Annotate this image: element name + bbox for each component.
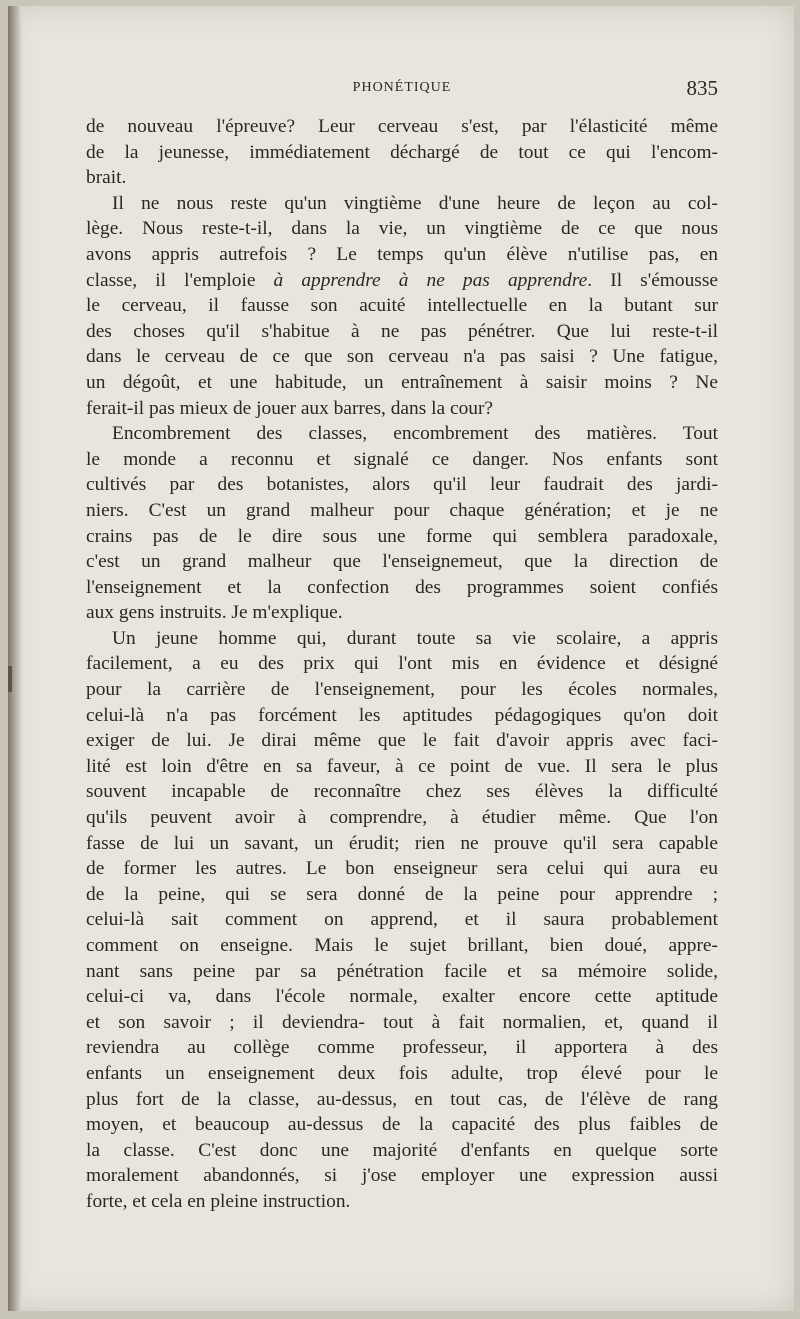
text-line: avons appris autrefois ? Le temps qu'un élève n'utilise pas, en	[86, 243, 718, 265]
text-line: niers. C'est un grand malheur pour chaque génération; et je ne	[86, 499, 718, 521]
body-text	[86, 114, 718, 1215]
text-line: brait.	[86, 167, 127, 189]
text-segment: . Il s'émousse	[587, 269, 718, 291]
text-line: forte, et cela en pleine instruction.	[86, 1190, 351, 1212]
text-line: lité est loin d'être en sa faveur, à ce point de vue. Il sera le plus	[86, 755, 718, 777]
text-line: la classe. C'est donc une majorité d'enfants en quelque sorte	[86, 1139, 718, 1161]
page-number: 835	[686, 76, 718, 100]
text-line: comment on enseigne. Mais le sujet brillant, bien doué, appre-	[86, 935, 718, 956]
text-line: facilement, a eu des prix qui l'ont mis en évidence et désigné	[86, 653, 718, 675]
page-header	[86, 76, 718, 100]
text-line: Encombrement des classes, encombrement des matières. Tout	[112, 423, 718, 445]
text-line: crains pas de le dire sous une forme qui semblera paradoxale,	[86, 525, 718, 547]
text-line: c'est un grand malheur que l'enseignemeut, que la direction de	[86, 551, 718, 573]
text-line: qu'ils peuvent avoir à comprendre, à étudier même. Que l'on	[86, 807, 718, 829]
text-line: des choses qu'il s'habitue à ne pas pénétrer. Que lui reste-t-il	[86, 320, 718, 342]
text-line: de former les autres. Le bon enseigneur sera celui qui aura eu	[86, 858, 718, 880]
text-line: nant sans peine par sa pénétration facile et sa mémoire solide,	[86, 960, 718, 982]
text-line: moralement abandonnés, si j'ose employer une expression aussi	[86, 1165, 718, 1187]
text-line: celui-là sait comment on apprend, et il saura probablement	[86, 909, 718, 931]
margin-mark	[8, 666, 12, 692]
text-line: exiger de lui. Je dirai même que le fait d'avoir appris avec faci-	[86, 730, 718, 752]
page-binding-shadow	[8, 6, 22, 1311]
running-title: PHONÉTIQUE	[352, 80, 452, 95]
book-page	[8, 6, 794, 1311]
text-line: enfants un enseignement deux fois adulte, trop élevé pour le	[86, 1062, 718, 1084]
text-line: Il ne nous reste qu'un vingtième d'une heure de leçon au col-	[112, 192, 718, 214]
text-line: cultivés par des botanistes, alors qu'il leur faudrait des jardi-	[86, 474, 718, 496]
text-line: fasse de lui un savant, un érudit; rien ne prouve qu'il sera capable	[86, 832, 718, 854]
text-line: plus fort de la classe, au-dessus, en tout cas, de l'élève de rang	[86, 1088, 718, 1110]
text-line: celui-ci va, dans l'école normale, exalter encore cette aptitude	[86, 986, 718, 1008]
text-line: pour la carrière de l'enseignement, pour les écoles normales,	[86, 679, 718, 701]
text-line: ferait-il pas mieux de jouer aux barres, dans la cour?	[86, 397, 494, 419]
text-line: celui-là n'a pas forcément les aptitudes pédagogiques qu'on doit	[86, 704, 718, 726]
text-line: le monde a reconnu et signalé ce danger. Nos enfants sont	[86, 448, 718, 470]
text-line: et son savoir ; il deviendra- tout à fait normalien, et, quand il	[86, 1011, 718, 1033]
text-line: l'enseignement et la confection des programmes soient confiés	[86, 576, 718, 598]
text-line: reviendra au collège comme professeur, il apportera à des	[86, 1037, 718, 1059]
text-line: de la peine, qui se sera donné de la peine pour apprendre ;	[86, 883, 718, 905]
text-line: de nouveau l'épreuve? Leur cerveau s'est, par l'élasticité même	[86, 116, 718, 137]
text-line: souvent incapable de reconnaître chez ses élèves la difficulté	[86, 781, 718, 803]
text-segment: classe, il l'emploie	[86, 269, 274, 291]
text-line: aux gens instruits. Je m'explique.	[86, 602, 343, 624]
text-line: de la jeunesse, immédiatement déchargé de tout ce qui l'encom-	[86, 141, 718, 163]
text-line: moyen, et beaucoup au-dessus de la capacité des plus faibles de	[86, 1114, 718, 1136]
text-line: le cerveau, il fausse son acuité intellectuelle en la butant sur	[86, 295, 718, 317]
text-line: dans le cerveau de ce que son cerveau n'a pas saisi ? Une fatigue,	[86, 346, 718, 368]
text-line: lège. Nous reste-t-il, dans la vie, un vingtième de ce que nous	[86, 218, 718, 240]
text-line: Un jeune homme qui, durant toute sa vie scolaire, a appris	[112, 627, 718, 649]
italic-phrase: à apprendre à ne pas apprendre	[273, 269, 588, 291]
text-line: un dégoût, et une habitude, un entraînement à saisir moins ? Ne	[86, 371, 718, 393]
text-line	[86, 268, 718, 294]
